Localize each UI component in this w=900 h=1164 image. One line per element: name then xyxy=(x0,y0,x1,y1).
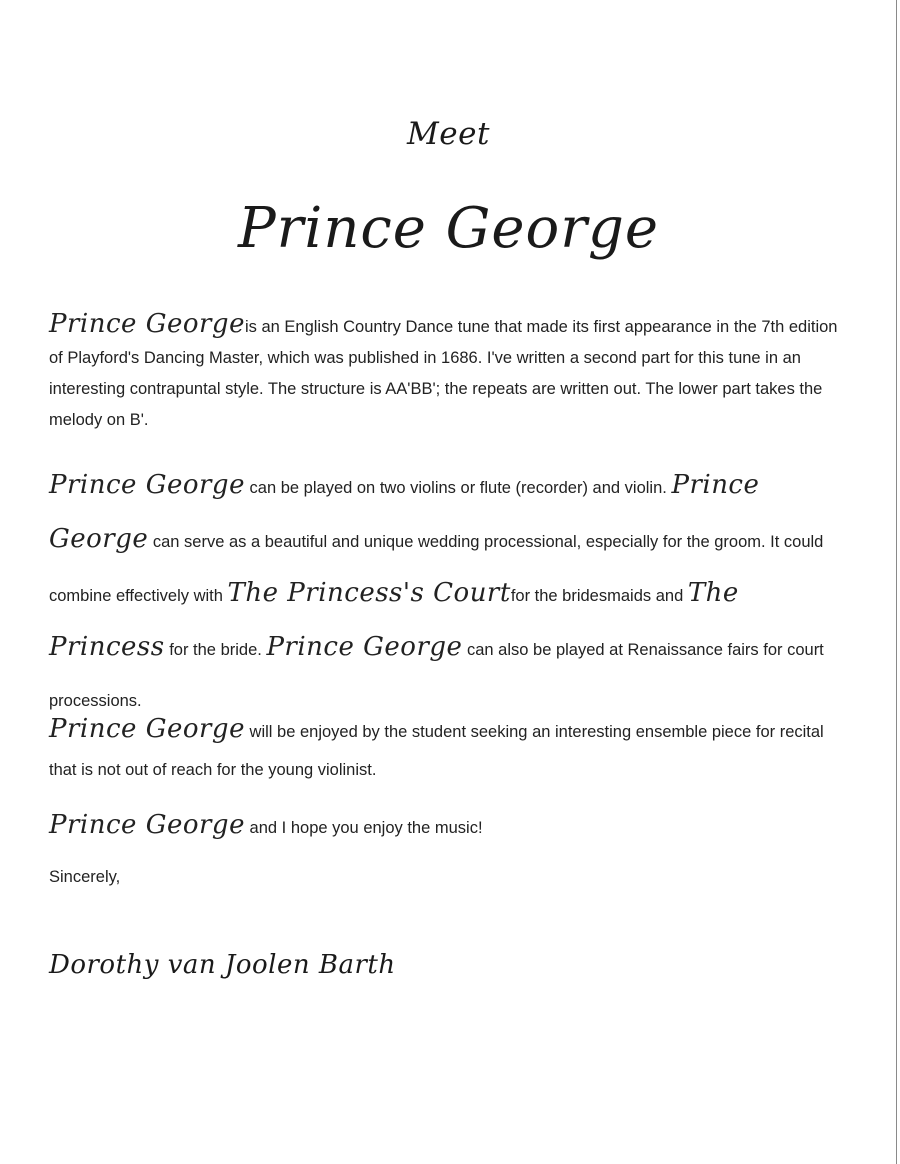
title-reference: Prince George xyxy=(266,632,463,662)
paragraph-introduction xyxy=(49,309,849,436)
title-reference: Prince George xyxy=(49,309,245,339)
paragraph-text: for the bridesmaids and xyxy=(510,587,688,605)
paragraph-text: for the bride. xyxy=(164,641,267,659)
title-reference: Prince George xyxy=(49,714,245,744)
title-reference: Prince George xyxy=(49,470,245,500)
paragraph-text: can be played on two violins or flute (recorder) and violin. xyxy=(244,479,672,497)
signature: Dorothy van Joolen Barth xyxy=(49,950,396,980)
paragraph-text: can also be played at Renaissance fairs for court processions. xyxy=(49,641,824,710)
closing-salutation: Sincerely, xyxy=(49,868,121,886)
page-title: Prince George xyxy=(237,196,660,261)
paragraph-text: can serve as a beautiful and unique wedding processional, especially for the groom. It could combine effectively with xyxy=(49,533,824,605)
paragraph-text: will be enjoyed by the student seeking an interesting ensemble piece for recital that is not out of reach for the young violinist. xyxy=(49,723,824,779)
title-reference: Prince George xyxy=(49,810,245,840)
paragraph-text: and I hope you enjoy the music! xyxy=(244,819,483,837)
title-reference: Prince George xyxy=(49,470,760,554)
title-reference-princess-court: The Princess's Court xyxy=(227,578,511,608)
paragraph-text: is an English Country Dance tune that made its first appearance in the 7th edition of Playford's Dancing Master, which was published in 1686. I've written a second part for this tune in an interesting contrapuntal style. The structure is AA'BB'; the repeats are written out. The lower part takes the melody on B'. xyxy=(49,318,838,429)
paragraph-performance xyxy=(49,460,849,727)
paragraph-enjoy xyxy=(49,806,849,847)
heading-meet: Meet xyxy=(407,116,490,152)
title-reference-princess: The Princess xyxy=(49,578,739,662)
paragraph-students xyxy=(49,710,849,789)
